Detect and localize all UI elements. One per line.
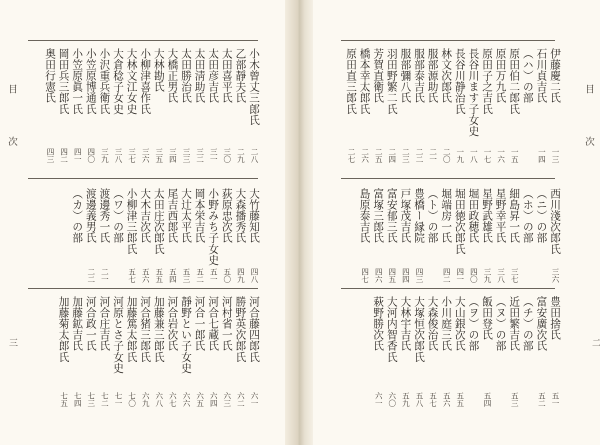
right-page — [313, 0, 600, 445]
band-rule — [341, 178, 555, 179]
toc-page-number: 二七 — [347, 148, 356, 163]
toc-entry: 奥田行憲氏 — [44, 48, 56, 104]
toc-page-number: 六八 — [154, 392, 164, 407]
toc-page-number: 一三 — [551, 148, 560, 163]
toc-page-number: 七三 — [86, 392, 96, 407]
toc-page-number: 四三 — [415, 268, 424, 283]
toc-entry: 服部源助氏 — [426, 48, 439, 104]
toc-page-number: 三六 — [141, 148, 151, 163]
toc-entry: 大塚恒次郎氏 — [413, 296, 425, 363]
toc-entry: 河合庄吉氏 — [98, 296, 111, 352]
toc-page-number: 三七 — [510, 268, 520, 283]
toc-entry: 富塚三郎氏 — [372, 188, 385, 244]
toc-page-number: 一八 — [469, 148, 479, 163]
toc-entry: （ト）の部 — [426, 188, 439, 244]
toc-entry: （ホ）の部 — [521, 188, 534, 244]
toc-entry: 小笠原眞一氏 — [71, 48, 84, 115]
toc-entry: 太田庄次郎氏 — [152, 188, 165, 255]
toc-entry: 芳賀直衛氏 — [372, 48, 385, 104]
toc-page-number: 三九 — [483, 268, 492, 283]
toc-entry: 小柳津喜作氏 — [139, 48, 152, 115]
toc-page-number: 四五 — [387, 268, 397, 283]
toc-page-number: 三六 — [551, 268, 560, 283]
band-rule — [28, 288, 258, 289]
toc-entry: 河合猪三郎氏 — [139, 296, 152, 363]
toc-entry: 渡邊秀一氏 — [98, 188, 111, 244]
toc-entry: 河村省一氏 — [220, 296, 233, 352]
toc-entry: （ニ）の部 — [535, 188, 548, 244]
toc-page-number: 六七 — [168, 392, 178, 407]
toc-page-number: 五九 — [401, 392, 411, 407]
toc-entry: 河原とさ子女史 — [112, 296, 124, 374]
toc-entry: 富安廣次氏 — [535, 296, 548, 352]
toc-entry: 大倉稔子女史 — [112, 48, 124, 115]
toc-entry: 林文次郎氏 — [440, 48, 453, 104]
toc-page-number: 四一 — [73, 148, 83, 163]
toc-page-number: 五七 — [428, 392, 438, 407]
toc-entry: 細島昇一氏 — [508, 188, 521, 244]
toc-page-number: 四三 — [46, 148, 55, 163]
toc-entry: 伊藤慶二氏 — [549, 48, 561, 104]
toc-entry: 大林宇吉氏 — [399, 296, 412, 352]
toc-entry: 大橋正男氏 — [166, 48, 179, 104]
toc-entry: 渡邊義男氏 — [84, 188, 97, 244]
toc-entry: 大辻太平氏 — [180, 188, 192, 244]
toc-page-number: 五四 — [483, 392, 492, 407]
toc-entry: 小木曾丈三郎氏 — [248, 48, 260, 126]
toc-entry: 原田子之吉氏 — [481, 48, 493, 115]
toc-entry: 河合七蔵氏 — [207, 296, 220, 352]
toc-entry: 小沢重兵衛氏 — [98, 48, 111, 115]
toc-entry: 服部彌八氏 — [399, 48, 412, 104]
toc-entry: 乙部靜夫氏 — [234, 48, 247, 104]
toc-page-number: 五二 — [537, 392, 547, 407]
toc-entry: 堀端房一氏 — [440, 188, 453, 244]
toc-entry: 荻原忠次氏 — [220, 188, 233, 244]
toc-page-number: 四二 — [59, 148, 69, 163]
toc-entry: 河合一郎氏 — [193, 296, 206, 352]
toc-entry: 太田勝治氏 — [180, 48, 192, 104]
toc-entry: 大林文江女史 — [125, 48, 138, 115]
toc-page-number: 三三 — [182, 148, 191, 163]
toc-entry: （ハ）の部 — [521, 48, 534, 104]
right-page-header: 目 次 — [583, 84, 594, 154]
toc-page-number: 四九 — [236, 268, 246, 283]
left-page — [0, 0, 285, 445]
toc-page-number: 四〇 — [469, 268, 479, 283]
toc-entry: 堀田政穂氏 — [467, 188, 480, 244]
toc-entry: 尾吉西郎氏 — [166, 188, 179, 244]
toc-page-number: 二六 — [360, 148, 370, 163]
toc-page-number: 四二 — [442, 268, 452, 283]
toc-page-number: 二一 — [100, 268, 110, 283]
toc-entry: 堀田徳次郎氏 — [453, 188, 466, 255]
toc-page-number: 五五 — [154, 268, 164, 283]
toc-page-number: 五四 — [168, 268, 178, 283]
toc-entry: 原田直三郎氏 — [345, 48, 357, 115]
toc-entry: 萩野勝次氏 — [372, 296, 385, 352]
toc-entry: 星野武雄氏 — [481, 188, 493, 244]
toc-page-number: 七四 — [73, 392, 83, 407]
toc-page-number: 一四 — [537, 148, 547, 163]
toc-page-number: 五三 — [510, 392, 520, 407]
toc-entry: 勝野英次郎氏 — [234, 296, 247, 363]
toc-page-number: 一五 — [510, 148, 520, 163]
toc-page-number: 五六 — [141, 268, 151, 283]
toc-page-number: 六三 — [222, 392, 232, 407]
toc-entry: 加藤篤太郎氏 — [125, 296, 138, 363]
toc-page-number: 四八 — [250, 268, 259, 283]
toc-page-number: 三五 — [154, 148, 164, 163]
toc-entry: （チ）の部 — [521, 296, 534, 352]
toc-entry: 小柳津三郎氏 — [125, 188, 138, 255]
toc-entry: 大河内智香氏 — [385, 296, 398, 363]
toc-entry: 太田淸助氏 — [193, 48, 206, 104]
toc-page-number: 六四 — [209, 392, 219, 407]
toc-entry: （ヌ）の部 — [494, 296, 507, 352]
toc-entry: 豊橋ー縁院 — [413, 188, 425, 244]
toc-entry: 石川貞吉氏 — [535, 48, 548, 104]
toc-entry: 大木吉次氏 — [139, 188, 152, 244]
toc-entry: 長谷川ます子女史 — [467, 48, 480, 137]
toc-page-number: 五三 — [182, 268, 191, 283]
toc-page-number: 七五 — [59, 392, 69, 407]
toc-page-number: 五七 — [127, 268, 137, 283]
toc-entry: 加藤兼三郎氏 — [152, 296, 165, 363]
toc-entry: 服部泰吉氏 — [413, 48, 425, 104]
toc-page-number: 五二 — [195, 268, 205, 283]
toc-page-number: 五六 — [442, 392, 452, 407]
toc-page-number: 四六 — [374, 268, 384, 283]
toc-entry: 原田伯二郎氏 — [508, 48, 521, 115]
toc-entry: 小笠原博通氏 — [84, 48, 97, 115]
toc-entry: 原田万九氏 — [494, 48, 507, 104]
toc-entry: 豊田捨氏 — [549, 296, 561, 341]
right-page-number: 二 — [590, 338, 600, 347]
toc-page-number: 七二 — [100, 392, 110, 407]
toc-entry: 大林勘氏 — [152, 48, 165, 93]
toc-page-number: 六六 — [182, 392, 191, 407]
toc-entry: 飯田登氏 — [481, 296, 493, 341]
toc-entry: 大山銀次氏 — [453, 296, 466, 352]
toc-page-number: 二〇 — [442, 148, 452, 163]
toc-entry: 近田繁吉氏 — [508, 296, 521, 352]
toc-entry: 加藤菊太郎氏 — [57, 296, 70, 363]
toc-page-number: 七一 — [114, 392, 123, 407]
toc-entry: 星野幸平氏 — [494, 188, 507, 244]
band-rule — [341, 40, 555, 41]
toc-entry: 河合政一氏 — [84, 296, 97, 352]
left-page-number: 三 — [7, 338, 17, 347]
toc-page-number: 五一 — [551, 392, 560, 407]
toc-page-number: 一六 — [496, 148, 506, 163]
toc-page-number: 六九 — [141, 392, 151, 407]
left-page-header: 目 次 — [6, 84, 17, 154]
toc-entry: 西川淺次郎氏 — [549, 188, 561, 255]
toc-page-number: 三一 — [209, 148, 219, 163]
toc-page-number: 二二 — [86, 268, 96, 283]
toc-page-number: 六一 — [250, 392, 259, 407]
band-rule — [28, 40, 258, 41]
toc-page-number: 六〇 — [387, 392, 397, 407]
toc-entry: 加藤鉱吉氏 — [71, 296, 84, 352]
toc-page-number: 三四 — [168, 148, 178, 163]
toc-page-number: 一七 — [483, 148, 492, 163]
toc-page-number: 五八 — [415, 392, 424, 407]
toc-page-number: 一九 — [455, 148, 465, 163]
toc-entry: （ヲ）の部 — [467, 296, 480, 352]
toc-page-number: 二八 — [250, 148, 259, 163]
toc-page-number: 二三 — [401, 148, 411, 163]
toc-entry: 富安郁三氏 — [385, 188, 398, 244]
toc-entry: 小野みち子女史 — [207, 188, 220, 266]
toc-entry: 小川庭三氏 — [440, 296, 453, 352]
toc-page-number: 四七 — [360, 268, 370, 283]
toc-entry: 河合岩次氏 — [166, 296, 179, 352]
toc-page-number: 七〇 — [127, 392, 137, 407]
toc-page-number: 五五 — [455, 392, 465, 407]
toc-page-number: 三二 — [195, 148, 205, 163]
band-rule — [28, 178, 258, 179]
toc-entry: 太田喜平氏 — [220, 48, 233, 104]
toc-entry: 大竹藤知氏 — [248, 188, 260, 244]
toc-page-number: 二一 — [428, 148, 438, 163]
band-rule — [341, 288, 555, 289]
toc-page-number: 二二 — [415, 148, 424, 163]
toc-entry: （ワ）の部 — [112, 188, 124, 244]
toc-page-number: 三八 — [496, 268, 506, 283]
toc-entry: 大森播秀氏 — [234, 188, 247, 244]
toc-page-number: 二四 — [387, 148, 397, 163]
toc-entry: 岡本栄吉氏 — [193, 188, 206, 244]
toc-entry: 大森俊治氏 — [426, 296, 439, 352]
toc-page-number: 五〇 — [222, 268, 232, 283]
toc-entry: 岡田兵三郎氏 — [57, 48, 70, 115]
toc-page-number: 二五 — [374, 148, 384, 163]
toc-entry: 羽田野繁二氏 — [385, 48, 398, 115]
toc-page-number: 三〇 — [222, 148, 232, 163]
toc-page-number: 三八 — [114, 148, 123, 163]
toc-page-number: 四〇 — [86, 148, 96, 163]
toc-page-number: 六一 — [374, 392, 384, 407]
toc-entry: 太田彦吉氏 — [207, 48, 220, 104]
toc-page-number: 三七 — [127, 148, 137, 163]
toc-page-number: 六五 — [195, 392, 205, 407]
toc-entry: 靜野とい子女史 — [180, 296, 192, 374]
toc-entry: （カ）の部 — [71, 188, 84, 244]
toc-page-number: 六二 — [236, 392, 246, 407]
toc-page-number: 四一 — [455, 268, 465, 283]
toc-entry: 橋本幸太郎氏 — [358, 48, 371, 115]
toc-page-number: 四四 — [401, 268, 411, 283]
toc-entry: 長谷川静治氏 — [453, 48, 466, 115]
toc-entry: 河合藤四郎氏 — [248, 296, 260, 363]
book-gutter — [285, 0, 313, 445]
toc-page-number: 二九 — [236, 148, 246, 163]
toc-entry: 島原泰吉氏 — [358, 188, 371, 244]
toc-entry: 戸塚茂吉氏 — [399, 188, 412, 244]
toc-page-number: 五一 — [209, 268, 219, 283]
toc-page-number: 三九 — [100, 148, 110, 163]
